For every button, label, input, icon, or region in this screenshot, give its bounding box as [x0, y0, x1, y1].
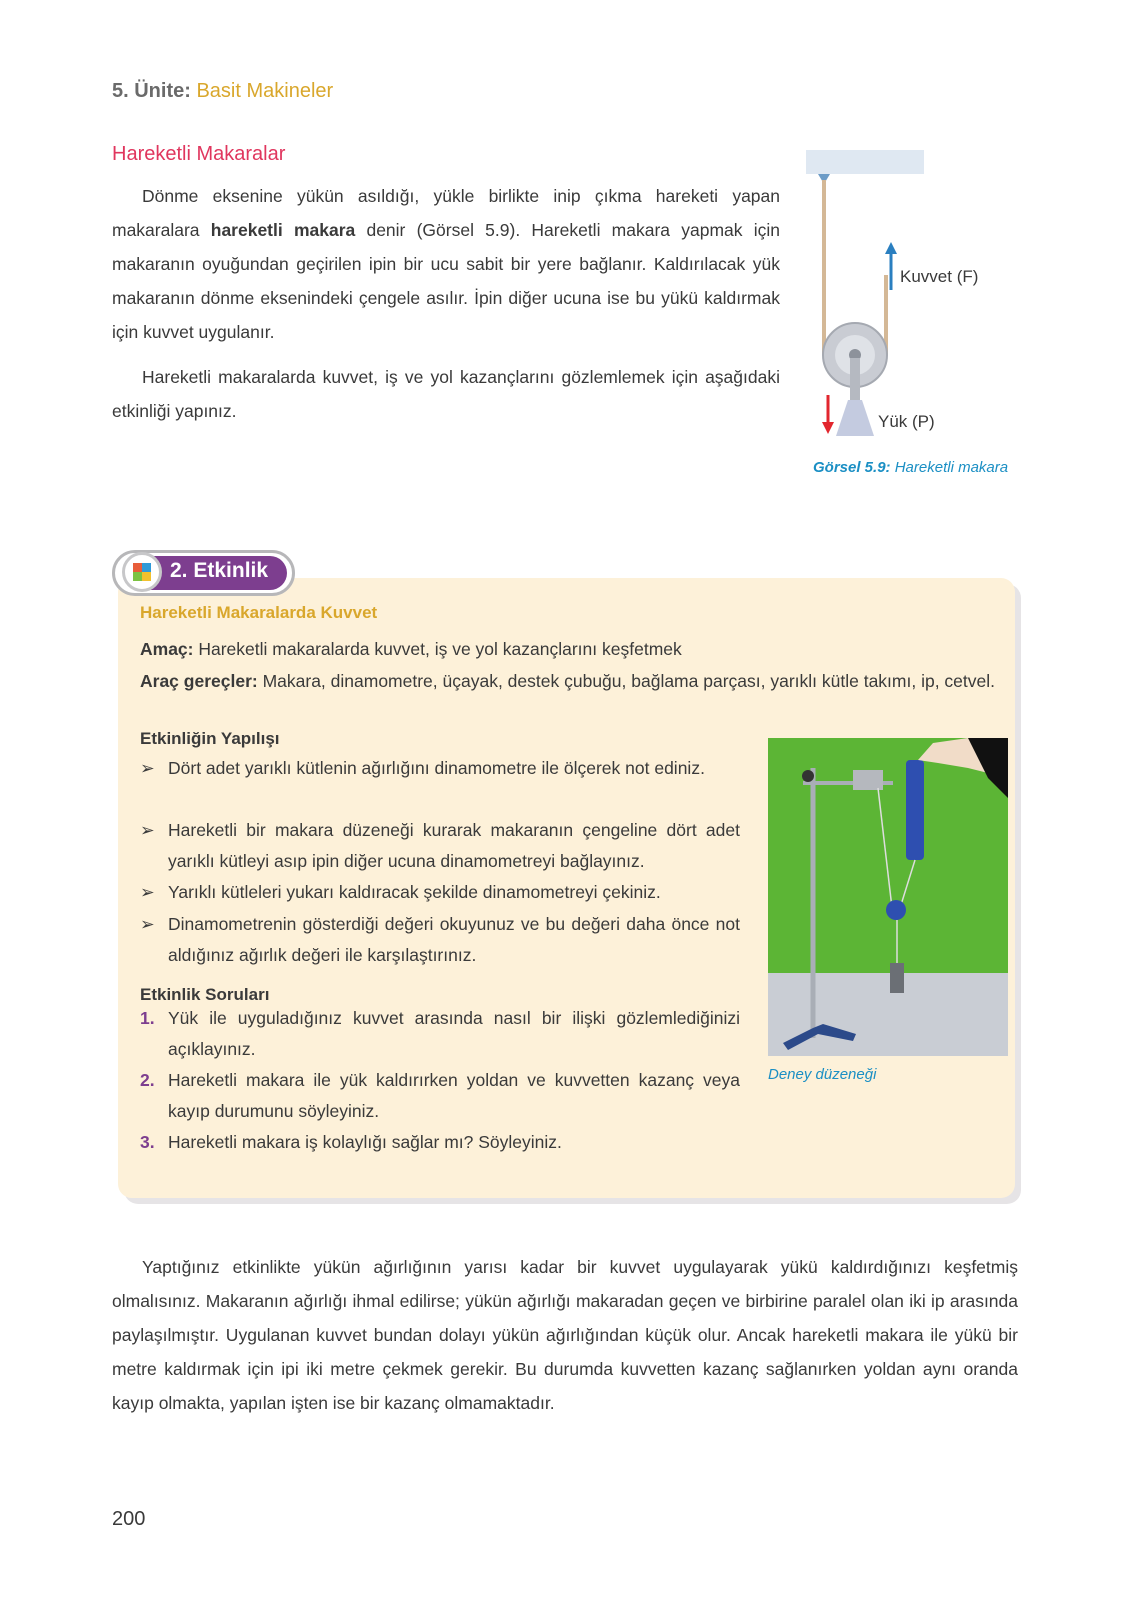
question-text: Hareketli makara iş kolaylığı sağlar mı? Söyleyiniz. — [168, 1132, 562, 1152]
intro-paragraph-2: Hareketli makaralarda kuvvet, iş ve yol kazançlarını gözlemlemek için aşağıdaki etkinliği yapınız. — [112, 367, 780, 421]
unit-number: 5. Ünite: — [112, 80, 191, 102]
ceiling — [806, 150, 924, 174]
tools-label: Araç gereçler: — [140, 671, 258, 691]
questions-title: Etkinlik Soruları — [140, 985, 270, 1004]
question-item — [140, 1065, 740, 1127]
question-text: Hareketli makara ile yük kaldırırken yoldan ve kuvvetten kazanç veya kayıp durumunu söyleyiniz. — [168, 1070, 740, 1121]
bullet-arrow-icon: ➢ — [140, 914, 155, 934]
page-number: 200 — [112, 1508, 146, 1530]
procedure-step — [140, 753, 740, 784]
activity-tools — [140, 666, 1000, 697]
procedure-step — [140, 877, 740, 908]
puzzle-icon — [125, 555, 159, 589]
question-item — [140, 1003, 740, 1065]
step-text: Dinamometrenin gösterdiği değeri okuyunuz ve bu değeri daha önce not aldığınız ağırlık değeri ile karşılaştırınız. — [168, 914, 740, 965]
question-text: Yük ile uyguladığınız kuvvet arasında nasıl bir ilişki gözlemlediğinizi açıklayınız. — [168, 1008, 740, 1059]
step-text: Hareketli bir makara düzeneği kurarak makaranın çengeline dört adet yarıklı kütleyi asıp ipin diğer ucuna dinamometreyi bağlayınız. — [168, 820, 740, 871]
load-arrow-head — [822, 422, 834, 434]
load-label: Yük (P) — [878, 412, 935, 431]
activity-title: Hareketli Makaralarda Kuvvet — [140, 603, 378, 622]
activity-aim — [140, 634, 1000, 665]
intro-paragraph-1 — [112, 179, 780, 349]
experiment-photo — [768, 738, 1008, 1056]
photo-caption: Deney düzeneği — [768, 1066, 877, 1083]
intro-text-b: denir (Görsel 5.9). Hareketli makara yapmak için makaranın oyuğundan geçirilen ipin bir ucu sabit bir yere bağlanır. Kaldırılacak yük makaranın dönme eksenindeki çengele asılır. İpin diğer ucuna ise bu yükü kaldırmak için kuvvet uygulanır. — [112, 220, 780, 342]
intro-text-a: Dönme eksenine yükün asıldığı, yükle birlikte inip çıkma hareketi yapan makaralara — [112, 186, 780, 240]
aim-label: Amaç: — [140, 639, 194, 659]
force-arrow-head — [885, 242, 897, 254]
procedure-step — [140, 815, 740, 877]
question-number: 2. — [140, 1070, 155, 1090]
bullet-arrow-icon: ➢ — [140, 758, 155, 778]
procedure-step — [140, 909, 740, 971]
procedure-title: Etkinliğin Yapılışı — [140, 729, 280, 748]
intro-bold-term: hareketli makara — [210, 220, 356, 240]
question-number: 1. — [140, 1008, 155, 1028]
unit-header — [112, 80, 333, 103]
aim-text: Hareketli makaralarda kuvvet, iş ve yol kazançlarını keşfetmek — [193, 639, 682, 659]
conclusion-paragraph: Yaptığınız etkinlikte yükün ağırlığının yarısı kadar bir kuvvet uygulayarak yükü kaldırdığınızı keşfetmiş olmalısınız. Makaranın ağırlığı ihmal edilirse; yükün ağırlığı makaradan geçen ve birbirine paralel olan iki ip arasında paylaşılmıştır. Uygulanan kuvvet bundan dolayı yükün ağırlığından küçük olur. Ancak hareketli makara ile yükü bir metre kaldırmak için ipi iki metre çekmek gerekir. Bu durumda kuvvetten kazanç sağlanırken yoldan aynı oranda kayıp olmakta, yapılan işten ise bir kazanç olmamaktadır. — [112, 1257, 1018, 1413]
unit-title: Basit Makineler — [196, 80, 334, 102]
activity-puzzle-icon — [122, 552, 162, 592]
figure-caption — [813, 457, 1013, 479]
load-weight — [836, 400, 874, 436]
pulley-hook — [850, 358, 860, 400]
figure-caption-number: Görsel 5.9: — [813, 459, 891, 476]
tools-text: Makara, dinamometre, üçayak, destek çubuğu, bağlama parçası, yarıklı kütle takımı, ip, cetvel. — [257, 671, 996, 691]
force-label: Kuvvet (F) — [900, 267, 979, 286]
bullet-arrow-icon: ➢ — [140, 820, 155, 840]
figure-caption-text: Hareketli makara — [890, 459, 1009, 476]
section-title: Hareketli Makaralar — [112, 143, 286, 165]
question-item — [140, 1127, 740, 1158]
step-text: Dört adet yarıklı kütlenin ağırlığını dinamometre ile ölçerek not ediniz. — [168, 758, 705, 778]
pulley-diagram — [806, 150, 1016, 450]
step-text: Yarıklı kütleleri yukarı kaldıracak şekilde dinamometreyi çekiniz. — [168, 882, 661, 902]
question-number: 3. — [140, 1132, 155, 1152]
bullet-arrow-icon: ➢ — [140, 882, 155, 902]
activity-badge-label: 2. Etkinlik — [170, 559, 269, 582]
